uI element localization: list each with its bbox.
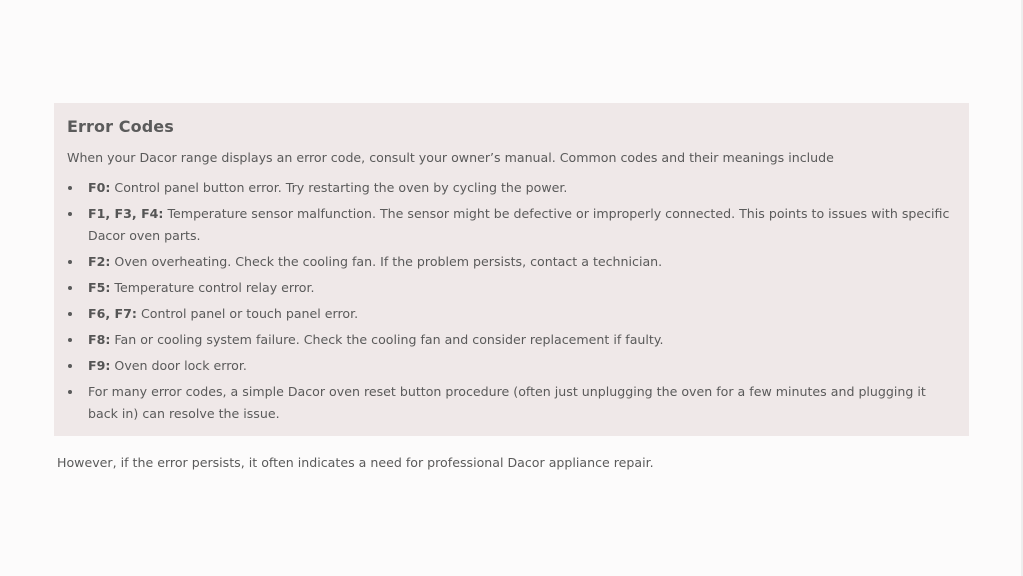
error-code-description: Oven overheating. Check the cooling fan. If the problem persists, contact a technician.: [114, 254, 663, 269]
list-item: [67, 203, 957, 247]
error-code-label: F9:: [88, 358, 111, 373]
list-item: [67, 381, 957, 425]
footer-note: However, if the error persists, it often indicates a need for professional Dacor appliance repair.: [57, 455, 654, 470]
error-code-label: F0:: [88, 180, 111, 195]
reset-tip-text: For many error codes, a simple Dacor oven reset button procedure (often just unplugging the oven for a few minutes and plugging it back in) can resolve the issue.: [88, 384, 926, 421]
error-code-label: F8:: [88, 332, 111, 347]
list-item: [67, 251, 957, 273]
error-code-label: F1, F3, F4:: [88, 206, 164, 221]
list-item: [67, 355, 957, 377]
panel-intro: When your Dacor range displays an error code, consult your owner’s manual. Common codes and their meanings include: [67, 150, 834, 165]
list-item: [67, 177, 957, 199]
error-code-description: Control panel button error. Try restarting the oven by cycling the power.: [114, 180, 568, 195]
error-code-label: F6, F7:: [88, 306, 137, 321]
error-code-label: F2:: [88, 254, 111, 269]
error-code-description: Oven door lock error.: [114, 358, 247, 373]
panel-title: Error Codes: [67, 117, 174, 136]
error-code-description: Fan or cooling system failure. Check the cooling fan and consider replacement if faulty.: [114, 332, 664, 347]
error-code-label: F5:: [88, 280, 111, 295]
error-codes-panel: [54, 103, 969, 436]
list-item: [67, 303, 957, 325]
error-code-list: [67, 177, 957, 429]
list-item: [67, 277, 957, 299]
error-code-description: Control panel or touch panel error.: [140, 306, 359, 321]
error-code-description: Temperature control relay error.: [114, 280, 315, 295]
list-item: [67, 329, 957, 351]
error-code-description: Temperature sensor malfunction. The sensor might be defective or improperly connected. This points to issues with specific Dacor oven parts.: [88, 206, 950, 243]
